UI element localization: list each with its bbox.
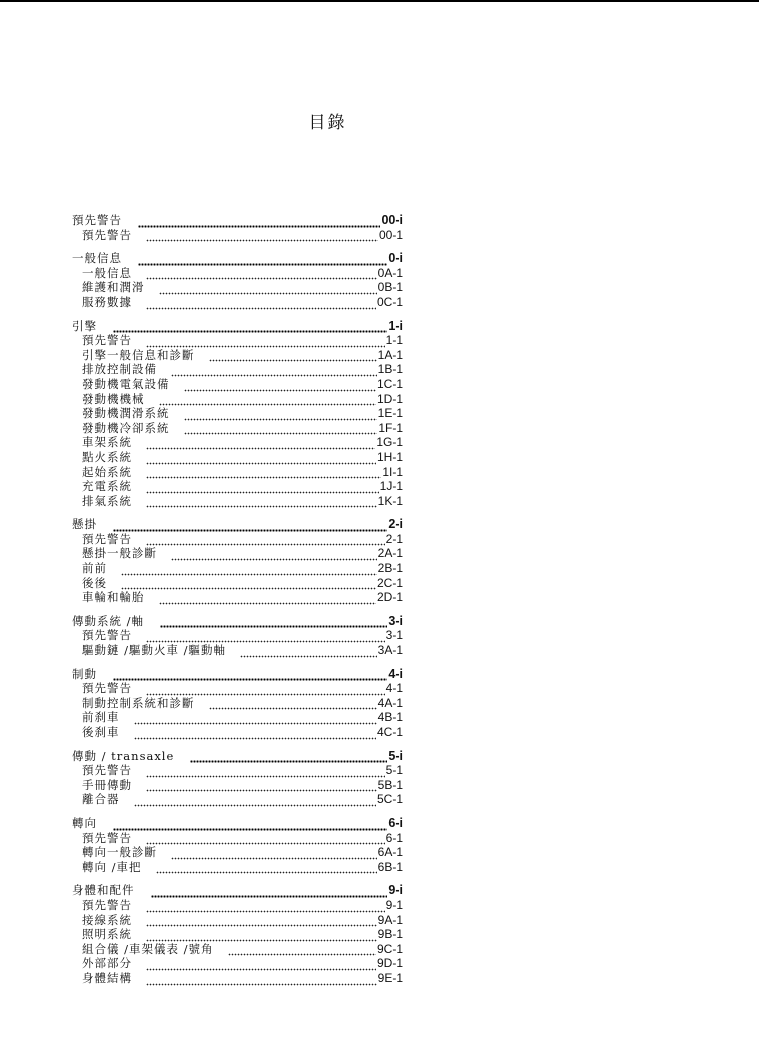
toc-section-heading[interactable] <box>72 251 403 266</box>
toc-entry[interactable] <box>72 927 403 942</box>
toc-label: 轉向 <box>72 815 97 830</box>
dot-leader <box>184 411 377 421</box>
toc-entry[interactable] <box>72 860 403 875</box>
dot-leader <box>171 551 377 561</box>
toc-label: 懸掛 <box>72 517 97 532</box>
toc-section <box>72 816 403 874</box>
toc-label: 充電系統 <box>82 479 132 494</box>
toc-label: 車架系統 <box>82 435 132 450</box>
toc-entry[interactable] <box>72 956 403 971</box>
dot-leader <box>146 917 377 927</box>
toc-page-number: 6-1 <box>385 830 403 845</box>
toc-entry[interactable] <box>72 421 403 436</box>
toc-section-heading[interactable] <box>72 883 403 898</box>
toc-page-number: 4A-1 <box>377 695 403 710</box>
toc-label: 制動 <box>72 666 97 681</box>
toc-section <box>72 614 403 658</box>
toc-page-number: 1C-1 <box>376 376 403 391</box>
dot-leader <box>113 323 387 333</box>
dot-leader <box>146 932 377 942</box>
dot-leader <box>228 946 376 956</box>
toc-entry[interactable] <box>72 792 403 807</box>
toc-page-number: 0-i <box>388 251 403 266</box>
dot-leader <box>146 455 376 465</box>
toc-page-number: 9A-1 <box>377 912 403 927</box>
dot-leader <box>209 700 377 710</box>
toc-section <box>72 667 403 740</box>
toc-entry[interactable] <box>72 576 403 591</box>
toc-label: 離合器 <box>82 792 120 807</box>
toc-entry[interactable] <box>72 763 403 778</box>
toc-page-number: 4B-1 <box>377 710 403 725</box>
toc-section-heading[interactable] <box>72 319 403 334</box>
dot-leader <box>146 300 376 310</box>
toc-label: 發動機電氣設備 <box>82 376 170 391</box>
toc-label: 身體和配件 <box>72 883 135 898</box>
toc-label: 接線系統 <box>82 912 132 927</box>
toc-label: 預先警告 <box>82 333 132 348</box>
toc-entry[interactable] <box>72 406 403 421</box>
toc-label: 起始系統 <box>82 464 132 479</box>
dot-leader <box>156 864 377 874</box>
toc-label: 維護和潤滑 <box>82 280 145 295</box>
dot-leader <box>146 686 385 696</box>
toc-entry[interactable] <box>72 696 403 711</box>
toc-label: 驅動鏈 /驅動火車 /驅動軸 <box>82 643 227 658</box>
dot-leader <box>146 903 385 913</box>
toc-page-number: 1-1 <box>385 333 403 348</box>
toc-section-heading[interactable] <box>72 667 403 682</box>
toc-label: 轉向一般診斷 <box>82 845 157 860</box>
toc-label: 身體結構 <box>82 970 132 985</box>
toc-label: 預先警告 <box>82 531 132 546</box>
toc-section <box>72 319 403 509</box>
toc-label: 外部部分 <box>82 956 132 971</box>
toc-label: 照明系統 <box>82 927 132 942</box>
toc-page-number: 00-1 <box>378 227 403 242</box>
toc-section <box>72 883 403 985</box>
toc-label: 組合儀 /車架儀表 /號角 <box>82 941 214 956</box>
toc-entry[interactable] <box>72 971 403 986</box>
toc-label: 傳動 / transaxle <box>72 748 175 763</box>
toc-label: 轉向 /車把 <box>82 859 142 874</box>
toc-label: 發動機冷卻系統 <box>82 420 170 435</box>
toc-label: 服務數據 <box>82 294 132 309</box>
dot-leader <box>184 382 376 392</box>
toc-page-number: 3-1 <box>385 628 403 643</box>
toc-label: 預先警告 <box>82 628 132 643</box>
toc-page-number: 1D-1 <box>376 391 403 406</box>
toc-entry[interactable] <box>72 377 403 392</box>
toc-label: 傳動系統 /軸 <box>72 613 145 628</box>
toc-page-number: 2B-1 <box>377 561 403 576</box>
toc-label: 預先警告 <box>82 681 132 696</box>
toc-page-number: 0A-1 <box>377 265 403 280</box>
dot-leader <box>184 425 378 435</box>
toc-label: 發動機機械 <box>82 391 145 406</box>
toc-label: 發動機潤滑系統 <box>82 406 170 421</box>
toc-label: 預先警告 <box>82 830 132 845</box>
toc-section-heading[interactable] <box>72 749 403 764</box>
toc-page-number: 2D-1 <box>376 590 403 605</box>
toc-section-heading[interactable] <box>72 614 403 629</box>
toc-page-number: 2-i <box>388 517 403 532</box>
toc-page-number: 5B-1 <box>377 777 403 792</box>
dot-leader <box>146 469 381 479</box>
dot-leader <box>146 835 385 845</box>
toc-page-number: 00-i <box>381 213 403 227</box>
toc-page-number: 9-i <box>388 883 403 898</box>
dot-leader <box>146 338 385 348</box>
toc-page-number: 6-i <box>388 815 403 830</box>
toc-page-number: 9-1 <box>385 897 403 912</box>
toc-page-number: 4-1 <box>385 681 403 696</box>
page-title: 目錄 <box>308 113 347 133</box>
toc-entry[interactable] <box>72 778 403 793</box>
toc-entry[interactable] <box>72 942 403 957</box>
toc-label: 制動控制系統和診斷 <box>82 695 195 710</box>
dot-leader <box>134 797 376 807</box>
dot-leader <box>160 618 387 628</box>
toc-section-heading[interactable] <box>72 816 403 831</box>
dot-leader <box>146 232 378 242</box>
toc-entry[interactable] <box>72 266 403 281</box>
toc-entry[interactable] <box>72 362 403 377</box>
dot-leader <box>146 976 377 986</box>
toc-section-heading[interactable] <box>72 517 403 532</box>
toc-section <box>72 213 403 242</box>
toc-entry[interactable] <box>72 845 403 860</box>
dot-leader <box>146 536 385 546</box>
toc-page-number: 9B-1 <box>377 927 403 942</box>
toc-entry[interactable] <box>72 590 403 605</box>
toc-entry[interactable] <box>72 494 403 509</box>
toc-label: 懸掛一般診斷 <box>82 546 157 561</box>
toc-section <box>72 749 403 807</box>
dot-leader <box>146 484 379 494</box>
dot-leader <box>113 671 387 681</box>
toc-page-number: 1I-1 <box>382 464 403 479</box>
toc-entry[interactable] <box>72 450 403 465</box>
toc-label: 手冊傳動 <box>82 777 132 792</box>
toc-label: 車輪和輪胎 <box>82 590 145 605</box>
dot-leader <box>171 850 377 860</box>
toc-label: 預先警告 <box>82 897 132 912</box>
toc-page-number: 1H-1 <box>376 449 403 464</box>
dot-leader <box>146 498 377 508</box>
toc-label: 引擎 <box>72 318 97 333</box>
toc-page-number: 9E-1 <box>377 970 403 985</box>
toc-entry[interactable] <box>72 831 403 846</box>
toc-label: 後刹車 <box>82 725 120 739</box>
dot-leader <box>134 730 376 740</box>
toc-section <box>72 517 403 605</box>
toc-entry[interactable] <box>72 681 403 696</box>
toc-entry[interactable] <box>72 561 403 576</box>
toc-section-heading[interactable] <box>72 213 403 228</box>
top-border-line <box>0 0 759 2</box>
toc-entry[interactable] <box>72 333 403 348</box>
dot-leader <box>190 753 387 763</box>
toc-label: 點火系統 <box>82 449 132 464</box>
toc-entry[interactable] <box>72 546 403 561</box>
dot-leader <box>159 396 376 406</box>
toc-page-number: 6B-1 <box>377 859 403 874</box>
dot-leader <box>134 715 377 725</box>
toc-label: 一般信息 <box>82 265 132 280</box>
toc-page-number: 9D-1 <box>376 956 403 971</box>
toc-entry[interactable] <box>72 435 403 450</box>
toc-page-number: 5-1 <box>385 763 403 778</box>
dot-leader <box>138 256 387 266</box>
toc-page-number: 5C-1 <box>376 792 403 807</box>
toc-entry[interactable] <box>72 465 403 480</box>
dot-leader <box>146 270 377 280</box>
toc-page-number: 1-i <box>388 318 403 333</box>
toc-entry[interactable] <box>72 628 403 643</box>
toc-label: 排氣系統 <box>82 493 132 508</box>
toc-page-number: 0C-1 <box>376 294 403 309</box>
table-of-contents <box>72 213 403 995</box>
toc-label: 引擎一般信息和診斷 <box>82 347 195 362</box>
dot-leader <box>138 218 380 228</box>
dot-leader <box>121 566 377 576</box>
toc-entry[interactable] <box>72 710 403 725</box>
toc-label: 預先警告 <box>72 213 122 227</box>
toc-entry[interactable] <box>72 913 403 928</box>
toc-entry[interactable] <box>72 479 403 494</box>
toc-page-number: 2C-1 <box>376 575 403 590</box>
toc-label: 預先警告 <box>82 227 132 242</box>
toc-entry[interactable] <box>72 898 403 913</box>
toc-label: 預先警告 <box>82 763 132 778</box>
toc-label: 一般信息 <box>72 251 122 266</box>
toc-page-number: 0B-1 <box>377 280 403 295</box>
toc-page-number: 3-i <box>388 613 403 628</box>
toc-entry[interactable] <box>72 643 403 658</box>
toc-page-number: 3A-1 <box>377 643 403 658</box>
toc-label: 前前 <box>82 561 107 576</box>
toc-entry[interactable] <box>72 228 403 243</box>
dot-leader <box>171 367 377 377</box>
dot-leader <box>146 440 375 450</box>
toc-entry[interactable] <box>72 348 403 363</box>
dot-leader <box>113 522 387 532</box>
dot-leader <box>159 285 377 295</box>
toc-page-number: 6A-1 <box>377 845 403 860</box>
toc-entry[interactable] <box>72 532 403 547</box>
toc-label: 排放控制設備 <box>82 362 157 377</box>
toc-page-number: 1F-1 <box>378 420 403 435</box>
dot-leader <box>159 595 376 605</box>
dot-leader <box>121 580 376 590</box>
toc-entry[interactable] <box>72 295 403 310</box>
toc-label: 後後 <box>82 575 107 590</box>
toc-entry[interactable] <box>72 725 403 740</box>
toc-page-number: 1G-1 <box>376 435 403 450</box>
toc-page-number: 4-i <box>388 666 403 681</box>
toc-page-number: 1K-1 <box>377 493 403 508</box>
toc-page-number: 1B-1 <box>377 362 403 377</box>
dot-leader <box>113 821 387 831</box>
dot-leader <box>146 961 376 971</box>
toc-page-number: 2A-1 <box>377 546 403 561</box>
dot-leader <box>209 352 377 362</box>
dot-leader <box>146 768 385 778</box>
toc-page-number: 9C-1 <box>376 941 403 956</box>
toc-entry[interactable] <box>72 280 403 295</box>
toc-page-number: 2-1 <box>385 531 403 546</box>
toc-section <box>72 251 403 309</box>
toc-label: 前刹車 <box>82 710 120 725</box>
toc-page-number: 4C-1 <box>376 725 403 739</box>
dot-leader <box>240 648 377 658</box>
toc-page-number: 1E-1 <box>377 406 403 421</box>
toc-page-number: 5-i <box>388 748 403 763</box>
dot-leader <box>146 633 385 643</box>
toc-entry[interactable] <box>72 392 403 407</box>
toc-page-number: 1J-1 <box>379 479 403 494</box>
dot-leader <box>151 888 388 898</box>
toc-page-number: 1A-1 <box>377 347 403 362</box>
dot-leader <box>146 782 377 792</box>
